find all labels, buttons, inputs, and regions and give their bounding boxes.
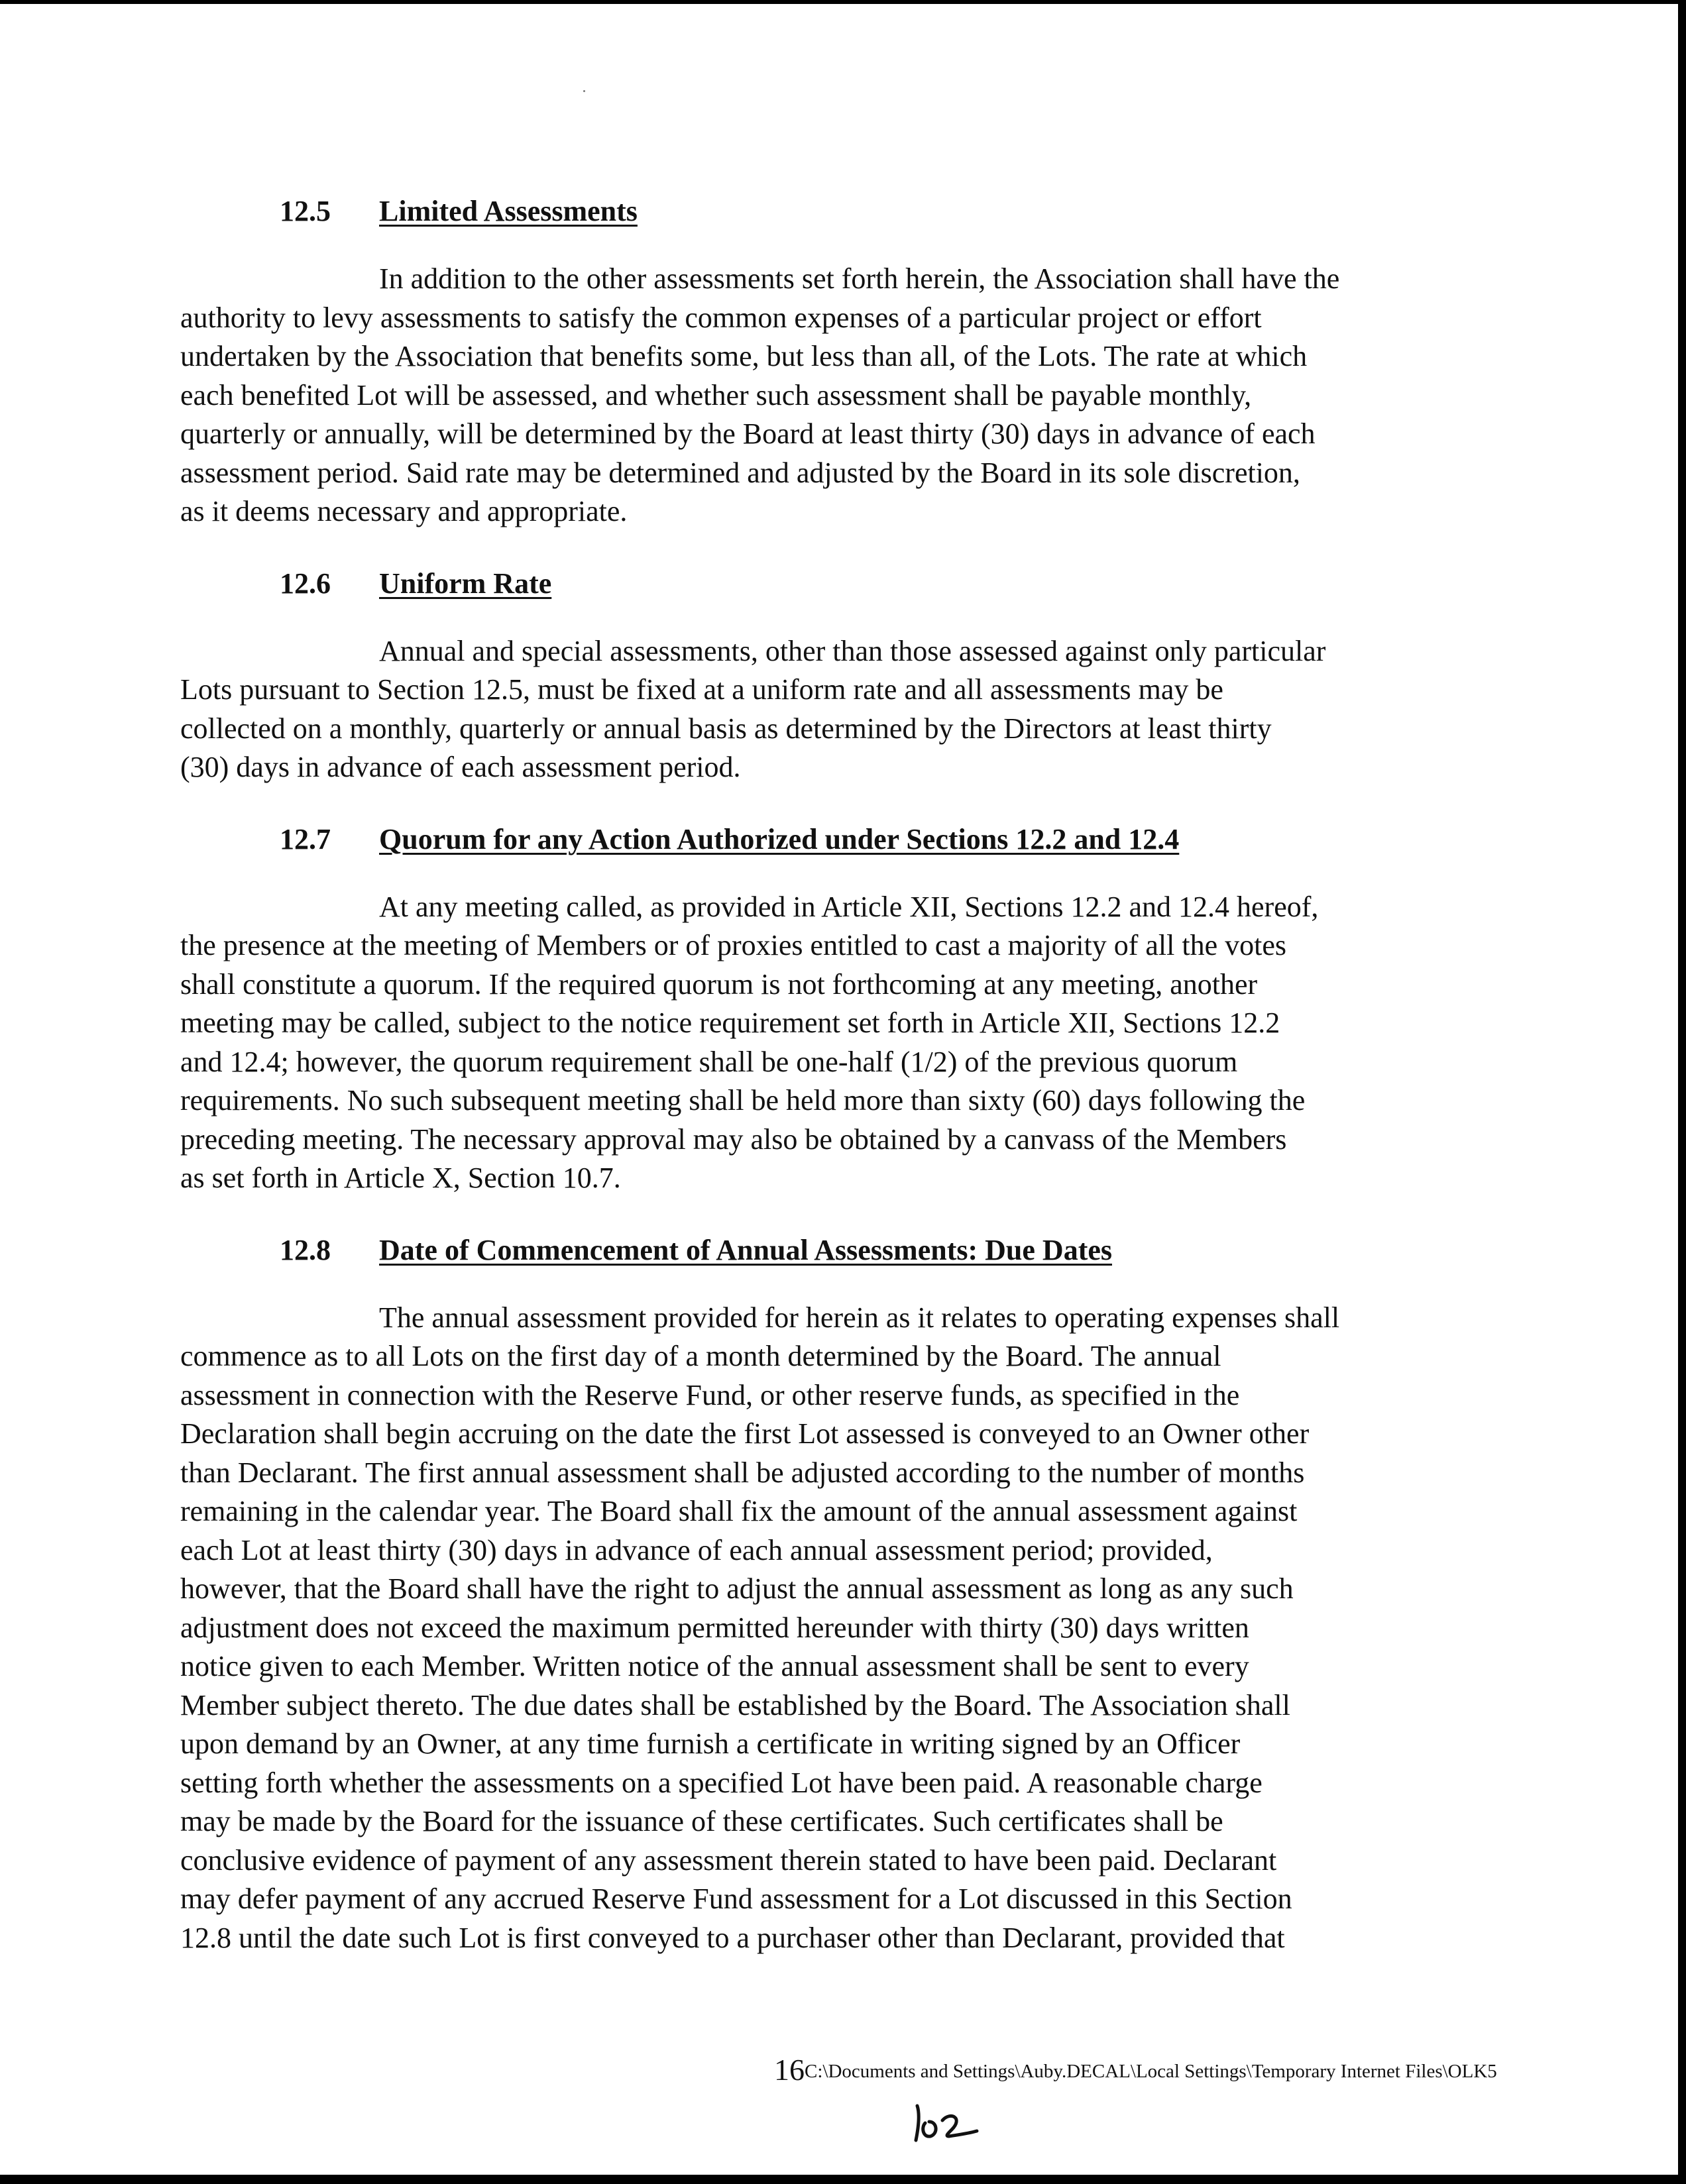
section-12-7 [180, 820, 1479, 1198]
scan-border-right [1678, 0, 1686, 2184]
section-paragraph: Annual and special assessments, other than those assessed against only particular Lots pursuant to Section 12.5, must be fixed at a uniform rate and all assessments may be collected on a monthly, quarterly or annual basis as determined by the Directors at least thirty (30) days in advance of each assessment period. [180, 634, 1326, 783]
section-paragraph: In addition to the other assessments set forth herein, the Association shall have the authority to levy assessments to satisfy the common expenses of a particular project or effort undertaken by the Association that benefits some, but less than all, of the Lots. The rate at which each benefited Lot will be assessed, and whether such assessment shall be payable monthly, quarterly or annually, will be determined by the Board at least thirty (30) days in advance of each assessment period. Said rate may be determined and adjusted by the Board in its sole discretion, as it deems necessary and appropriate. [180, 262, 1340, 527]
section-number: 12.8 [280, 1233, 331, 1266]
scan-border-top [0, 0, 1686, 4]
section-title: Quorum for any Action Authorized under Sections 12.2 and 12.4 [379, 822, 1180, 855]
section-title: Limited Assessments [379, 195, 638, 227]
section-paragraph: The annual assessment provided for herein as it relates to operating expenses shall commence as to all Lots on the first day of a month determined by the Board. The annual assessment in connection with the Reserve Fund, or other reserve funds, as specified in the Declaration shall begin accruing on the date the first Lot assessed is conveyed to an Owner other than Declarant. The first annual assessment shall be adjusted according to the number of months remaining in the calendar year. The Board shall fix the amount of the annual assessment against each Lot at least thirty (30) days in advance of each annual assessment period; provided, however, that the Board shall have the right to adjust the annual assessment as long as any such adjustment does not exceed the maximum permitted hereunder with thirty (30) days written notice given to each Member. Written notice of the annual assessment shall be sent to every Member subject thereto. The due dates shall be established by the Board. The Association shall upon demand by an Owner, at any time furnish a certificate in writing signed by an Officer setting forth whether the assessments on a specified Lot have been paid. A reasonable charge may be made by the Board for the issuance of these certificates. Such certificates shall be conclusive evidence of payment of any assessment therein stated to have been paid. Declarant may defer payment of any accrued Reserve Fund assessment for a Lot discussed in this Section 12.8 until the date such Lot is first conveyed to a purchaser other than Declarant, provided that [180, 1301, 1340, 1954]
section-12-8 [180, 1231, 1479, 1958]
section-number: 12.7 [280, 822, 331, 855]
handwritten-page-mark [908, 2101, 981, 2147]
section-12-5 [180, 192, 1479, 531]
section-number: 12.5 [280, 195, 331, 227]
scan-speck [583, 90, 585, 92]
section-number: 12.6 [280, 567, 331, 600]
section-paragraph: At any meeting called, as provided in Article XII, Sections 12.2 and 12.4 hereof, the presence at the meeting of Members or of proxies entitled to cast a majority of all the votes shall constitute a quorum. If the required quorum is not forthcoming at any meeting, another meeting may be called, subject to the notice requirement set forth in Article XII, Sections 12.2 and 12.4; however, the quorum requirement shall be one-half (1/2) of the previous quorum requirements. No such subsequent meeting shall be held more than sixty (60) days following the preceding meeting. The necessary approval may also be obtained by a canvass of the Members as set forth in Article X, Section 10.7. [180, 890, 1319, 1194]
scan-border-bottom [0, 2175, 1686, 2184]
section-heading [180, 1231, 1479, 1270]
document-body [180, 192, 1479, 1991]
section-heading [180, 192, 1479, 231]
file-path-text: C:\Documents and Settings\Auby.DECAL\Local Settings\Temporary Internet Files\OLK5 [805, 2061, 1497, 2082]
section-title: Uniform Rate [379, 567, 552, 600]
section-title: Date of Commencement of Annual Assessments: Due Dates [379, 1233, 1112, 1266]
section-12-6 [180, 565, 1479, 787]
footer-file-path [774, 2053, 1669, 2087]
page-number: 16 [774, 2053, 805, 2087]
section-heading [180, 820, 1479, 859]
section-heading [180, 565, 1479, 603]
